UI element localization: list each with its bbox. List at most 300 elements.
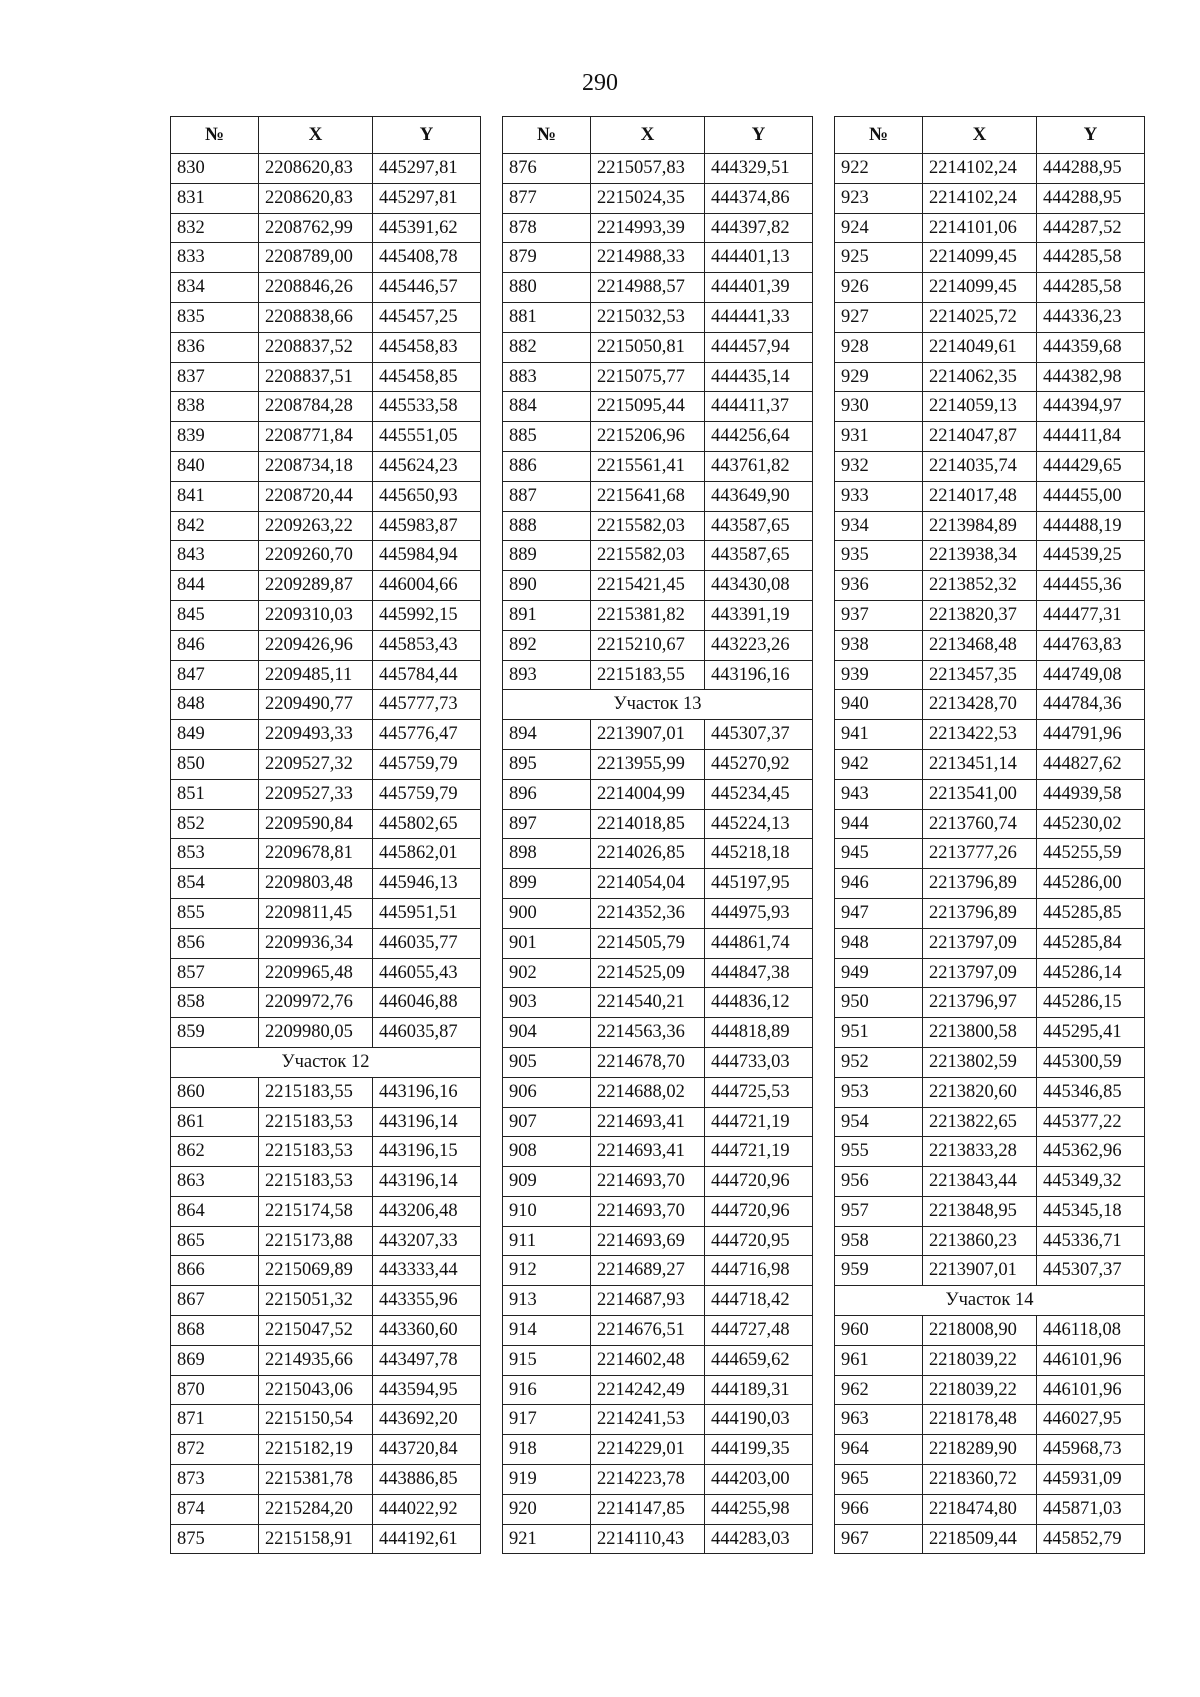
table-row [171,898,481,928]
y-coordinate-cell: 443594,95 [373,1375,481,1405]
table-row [171,422,481,452]
table-row [171,690,481,720]
y-coordinate-cell: 445286,14 [1037,958,1145,988]
point-number-cell: 916 [503,1375,591,1405]
x-coordinate-cell: 2215183,55 [591,660,705,690]
point-number-cell: 889 [503,541,591,571]
table-row [171,1196,481,1226]
y-coordinate-cell: 444329,51 [705,154,813,184]
point-number-cell: 853 [171,839,259,869]
x-coordinate-cell: 2215173,88 [259,1226,373,1256]
y-coordinate-cell: 444022,92 [373,1494,481,1524]
y-coordinate-cell: 444288,95 [1037,183,1145,213]
x-coordinate-cell: 2213777,26 [923,839,1037,869]
x-coordinate-cell: 2213938,34 [923,541,1037,571]
y-coordinate-cell: 445871,03 [1037,1494,1145,1524]
y-coordinate-cell: 444733,03 [705,1047,813,1077]
point-number-cell: 946 [835,869,923,899]
point-number-cell: 855 [171,898,259,928]
y-coordinate-cell: 444720,95 [705,1226,813,1256]
x-coordinate-cell: 2213860,23 [923,1226,1037,1256]
x-coordinate-cell: 2213796,89 [923,869,1037,899]
table-row [835,1226,1145,1256]
x-coordinate-cell: 2213822,65 [923,1107,1037,1137]
point-number-cell: 877 [503,183,591,213]
table-row [171,571,481,601]
y-coordinate-cell: 443360,60 [373,1316,481,1346]
point-number-cell: 895 [503,749,591,779]
table-row [171,451,481,481]
table-row [503,869,813,899]
y-coordinate-cell: 444394,97 [1037,392,1145,422]
x-coordinate-cell: 2209426,96 [259,630,373,660]
y-coordinate-cell: 443355,96 [373,1286,481,1316]
y-coordinate-cell: 445862,01 [373,839,481,869]
y-coordinate-cell: 443196,15 [373,1137,481,1167]
table-row [503,1167,813,1197]
y-coordinate-cell: 446004,66 [373,571,481,601]
point-number-cell: 905 [503,1047,591,1077]
x-coordinate-cell: 2213796,97 [923,988,1037,1018]
table-row [171,1137,481,1167]
x-coordinate-cell: 2214099,45 [923,243,1037,273]
y-coordinate-cell: 446027,95 [1037,1405,1145,1435]
table-row [503,749,813,779]
x-coordinate-cell: 2215561,41 [591,451,705,481]
x-coordinate-cell: 2215210,67 [591,630,705,660]
y-coordinate-cell: 445776,47 [373,720,481,750]
y-coordinate-cell: 444861,74 [705,928,813,958]
point-number-cell: 939 [835,660,923,690]
table-row [503,273,813,303]
x-coordinate-cell: 2214687,93 [591,1286,705,1316]
y-coordinate-cell: 443587,65 [705,511,813,541]
table-row [503,809,813,839]
y-coordinate-cell: 444727,48 [705,1316,813,1346]
point-number-cell: 860 [171,1077,259,1107]
table-row [835,809,1145,839]
point-number-cell: 859 [171,1018,259,1048]
table-row [171,1494,481,1524]
table-row [503,1047,813,1077]
point-number-cell: 914 [503,1316,591,1346]
point-number-cell: 952 [835,1047,923,1077]
y-coordinate-cell: 445349,32 [1037,1167,1145,1197]
y-coordinate-cell: 443207,33 [373,1226,481,1256]
x-coordinate-cell: 2215047,52 [259,1316,373,1346]
table-row [503,1345,813,1375]
y-coordinate-cell: 445224,13 [705,809,813,839]
y-coordinate-cell: 445946,13 [373,869,481,899]
x-coordinate-cell: 2215050,81 [591,332,705,362]
x-coordinate-cell: 2208762,99 [259,213,373,243]
point-number-cell: 908 [503,1137,591,1167]
point-number-cell: 867 [171,1286,259,1316]
point-number-cell: 885 [503,422,591,452]
table-row [835,1167,1145,1197]
table-row [835,1405,1145,1435]
y-coordinate-cell: 443196,14 [373,1167,481,1197]
table-row [171,1405,481,1435]
table-row [171,600,481,630]
x-coordinate-cell: 2208837,51 [259,362,373,392]
x-coordinate-cell: 2218039,22 [923,1375,1037,1405]
point-number-cell: 917 [503,1405,591,1435]
y-coordinate-cell: 444847,38 [705,958,813,988]
point-number-cell: 876 [503,154,591,184]
table-body [171,154,481,1554]
table-row [835,541,1145,571]
table-row [171,243,481,273]
point-number-cell: 886 [503,451,591,481]
x-coordinate-cell: 2209980,05 [259,1018,373,1048]
x-coordinate-cell: 2218289,90 [923,1435,1037,1465]
table-row [835,213,1145,243]
point-number-cell: 924 [835,213,923,243]
point-number-cell: 892 [503,630,591,660]
x-coordinate-cell: 2214688,02 [591,1077,705,1107]
x-coordinate-cell: 2213802,59 [923,1047,1037,1077]
table-row [835,1435,1145,1465]
x-coordinate-cell: 2215183,53 [259,1167,373,1197]
point-number-cell: 913 [503,1286,591,1316]
table-row [503,898,813,928]
table-row [171,958,481,988]
table-row [503,154,813,184]
table-row [171,1167,481,1197]
x-coordinate-cell: 2214352,36 [591,898,705,928]
y-coordinate-cell: 445983,87 [373,511,481,541]
table-row [835,749,1145,779]
x-coordinate-cell: 2208620,83 [259,154,373,184]
y-coordinate-cell: 445408,78 [373,243,481,273]
x-coordinate-cell: 2215183,53 [259,1107,373,1137]
table-row [835,690,1145,720]
point-number-cell: 847 [171,660,259,690]
point-number-cell: 856 [171,928,259,958]
point-number-cell: 888 [503,511,591,541]
table-row [503,1375,813,1405]
table-row [171,720,481,750]
x-coordinate-cell: 2209678,81 [259,839,373,869]
x-coordinate-cell: 2214229,01 [591,1435,705,1465]
x-coordinate-cell: 2213833,28 [923,1137,1037,1167]
y-coordinate-cell: 444716,98 [705,1256,813,1286]
y-coordinate-cell: 443720,84 [373,1435,481,1465]
table-row [503,1316,813,1346]
point-number-cell: 921 [503,1524,591,1554]
table-row [171,183,481,213]
y-coordinate-cell: 444539,25 [1037,541,1145,571]
y-coordinate-cell: 446101,96 [1037,1345,1145,1375]
x-coordinate-cell: 2218474,80 [923,1494,1037,1524]
table-row [835,1524,1145,1554]
table-row [835,1345,1145,1375]
point-number-cell: 834 [171,273,259,303]
point-number-cell: 883 [503,362,591,392]
y-coordinate-cell: 444401,13 [705,243,813,273]
y-coordinate-cell: 443391,19 [705,600,813,630]
x-coordinate-cell: 2218008,90 [923,1316,1037,1346]
y-coordinate-cell: 445285,84 [1037,928,1145,958]
x-coordinate-cell: 2213797,09 [923,958,1037,988]
point-number-cell: 949 [835,958,923,988]
table-row [835,422,1145,452]
point-number-cell: 933 [835,481,923,511]
x-coordinate-cell: 2208720,44 [259,481,373,511]
point-number-cell: 896 [503,779,591,809]
point-number-cell: 858 [171,988,259,1018]
point-number-cell: 903 [503,988,591,1018]
table-row [503,630,813,660]
point-number-cell: 910 [503,1196,591,1226]
y-coordinate-cell: 445286,00 [1037,869,1145,899]
point-number-cell: 874 [171,1494,259,1524]
y-coordinate-cell: 445984,94 [373,541,481,571]
table-row [503,422,813,452]
x-coordinate-cell: 2214693,41 [591,1137,705,1167]
point-number-cell: 940 [835,690,923,720]
x-coordinate-cell: 2214054,04 [591,869,705,899]
y-coordinate-cell: 445307,37 [705,720,813,750]
point-number-cell: 904 [503,1018,591,1048]
y-coordinate-cell: 444818,89 [705,1018,813,1048]
y-coordinate-cell: 443196,16 [705,660,813,690]
y-coordinate-cell: 445624,23 [373,451,481,481]
y-coordinate-cell: 444441,33 [705,302,813,332]
point-number-cell: 902 [503,958,591,988]
y-coordinate-cell: 445852,79 [1037,1524,1145,1554]
x-coordinate-cell: 2215075,77 [591,362,705,392]
point-number-cell: 887 [503,481,591,511]
x-coordinate-cell: 2213797,09 [923,928,1037,958]
table-row [835,1018,1145,1048]
point-number-cell: 942 [835,749,923,779]
point-number-cell: 931 [835,422,923,452]
y-coordinate-cell: 444836,12 [705,988,813,1018]
x-coordinate-cell: 2214563,36 [591,1018,705,1048]
point-number-cell: 911 [503,1226,591,1256]
point-number-cell: 843 [171,541,259,571]
table-row [503,958,813,988]
x-coordinate-cell: 2218360,72 [923,1465,1037,1495]
y-coordinate-cell: 445802,65 [373,809,481,839]
y-coordinate-cell: 445458,83 [373,332,481,362]
y-coordinate-cell: 444255,98 [705,1494,813,1524]
table-row [835,1196,1145,1226]
point-number-cell: 922 [835,154,923,184]
x-coordinate-cell: 2215095,44 [591,392,705,422]
table-row [503,1524,813,1554]
x-coordinate-cell: 2214993,39 [591,213,705,243]
point-number-cell: 938 [835,630,923,660]
point-number-cell: 846 [171,630,259,660]
x-coordinate-cell: 2214678,70 [591,1047,705,1077]
y-coordinate-cell: 444457,94 [705,332,813,362]
table-row [835,392,1145,422]
y-coordinate-cell: 444203,00 [705,1465,813,1495]
x-coordinate-cell: 2215182,19 [259,1435,373,1465]
y-coordinate-cell: 445377,22 [1037,1107,1145,1137]
point-number-cell: 831 [171,183,259,213]
x-coordinate-cell: 2213955,99 [591,749,705,779]
table-row [171,362,481,392]
point-number-cell: 897 [503,809,591,839]
point-number-cell: 906 [503,1077,591,1107]
x-coordinate-cell: 2208789,00 [259,243,373,273]
table-row [503,511,813,541]
point-number-cell: 844 [171,571,259,601]
table-row [835,1137,1145,1167]
point-number-cell: 837 [171,362,259,392]
table-row [835,243,1145,273]
point-number-cell: 848 [171,690,259,720]
x-coordinate-cell: 2209527,32 [259,749,373,779]
point-number-cell: 835 [171,302,259,332]
point-number-cell: 899 [503,869,591,899]
table-row [503,839,813,869]
x-coordinate-cell: 2215183,55 [259,1077,373,1107]
x-coordinate-cell: 2218039,22 [923,1345,1037,1375]
table-row [503,362,813,392]
x-coordinate-cell: 2214018,85 [591,809,705,839]
x-coordinate-cell: 2214540,21 [591,988,705,1018]
table-row [835,332,1145,362]
x-coordinate-cell: 2214110,43 [591,1524,705,1554]
x-coordinate-cell: 2214693,70 [591,1196,705,1226]
y-coordinate-cell: 444256,64 [705,422,813,452]
point-number-cell: 937 [835,600,923,630]
x-coordinate-cell: 2208846,26 [259,273,373,303]
y-coordinate-cell: 444190,03 [705,1405,813,1435]
x-coordinate-cell: 2213907,01 [923,1256,1037,1286]
table-row [171,541,481,571]
x-coordinate-cell: 2215051,32 [259,1286,373,1316]
y-coordinate-cell: 444359,68 [1037,332,1145,362]
y-coordinate-cell: 445297,81 [373,183,481,213]
table-row [171,749,481,779]
y-coordinate-cell: 444721,19 [705,1107,813,1137]
x-coordinate-cell: 2214693,69 [591,1226,705,1256]
x-coordinate-cell: 2214099,45 [923,273,1037,303]
table-row [503,600,813,630]
y-coordinate-cell: 444397,82 [705,213,813,243]
table-row [503,1435,813,1465]
point-number-cell: 857 [171,958,259,988]
header-x: X [591,117,705,154]
point-number-cell: 866 [171,1256,259,1286]
point-number-cell: 967 [835,1524,923,1554]
table-row [503,660,813,690]
x-coordinate-cell: 2215024,35 [591,183,705,213]
header-number: № [835,117,923,154]
table-row [171,869,481,899]
point-number-cell: 882 [503,332,591,362]
x-coordinate-cell: 2209485,11 [259,660,373,690]
y-coordinate-cell: 446118,08 [1037,1316,1145,1346]
point-number-cell: 935 [835,541,923,571]
point-number-cell: 936 [835,571,923,601]
point-number-cell: 957 [835,1196,923,1226]
table-row [835,183,1145,213]
x-coordinate-cell: 2215582,03 [591,511,705,541]
x-coordinate-cell: 2213800,58 [923,1018,1037,1048]
table-row [835,154,1145,184]
table-row [503,1196,813,1226]
x-coordinate-cell: 2214025,72 [923,302,1037,332]
y-coordinate-cell: 443886,85 [373,1465,481,1495]
point-number-cell: 833 [171,243,259,273]
y-coordinate-cell: 445285,85 [1037,898,1145,928]
table-row [171,1316,481,1346]
point-number-cell: 947 [835,898,923,928]
table-row [503,1256,813,1286]
x-coordinate-cell: 2213468,48 [923,630,1037,660]
table-row [503,1226,813,1256]
section-row [835,1286,1145,1316]
table-row [503,1137,813,1167]
point-number-cell: 909 [503,1167,591,1197]
point-number-cell: 963 [835,1405,923,1435]
y-coordinate-cell: 445759,79 [373,749,481,779]
x-coordinate-cell: 2209936,34 [259,928,373,958]
table-row [171,273,481,303]
y-coordinate-cell: 445218,18 [705,839,813,869]
y-coordinate-cell: 443196,16 [373,1077,481,1107]
point-number-cell: 871 [171,1405,259,1435]
x-coordinate-cell: 2215174,58 [259,1196,373,1226]
x-coordinate-cell: 2213907,01 [591,720,705,750]
y-coordinate-cell: 444827,62 [1037,749,1145,779]
x-coordinate-cell: 2214935,66 [259,1345,373,1375]
x-coordinate-cell: 2214017,48 [923,481,1037,511]
y-coordinate-cell: 444725,53 [705,1077,813,1107]
x-coordinate-cell: 2208837,52 [259,332,373,362]
y-coordinate-cell: 444401,39 [705,273,813,303]
header-number: № [171,117,259,154]
x-coordinate-cell: 2214102,24 [923,154,1037,184]
y-coordinate-cell: 444429,65 [1037,451,1145,481]
x-coordinate-cell: 2218509,44 [923,1524,1037,1554]
point-number-cell: 955 [835,1137,923,1167]
point-number-cell: 962 [835,1375,923,1405]
x-coordinate-cell: 2215381,78 [259,1465,373,1495]
x-coordinate-cell: 2215069,89 [259,1256,373,1286]
table-row [835,511,1145,541]
x-coordinate-cell: 2214505,79 [591,928,705,958]
y-coordinate-cell: 445777,73 [373,690,481,720]
point-number-cell: 868 [171,1316,259,1346]
header-number: № [503,117,591,154]
x-coordinate-cell: 2208620,83 [259,183,373,213]
table-row [503,243,813,273]
table-row [171,1018,481,1048]
y-coordinate-cell: 444189,31 [705,1375,813,1405]
point-number-cell: 943 [835,779,923,809]
table-row [171,1286,481,1316]
y-coordinate-cell: 444192,61 [373,1524,481,1554]
table-row [171,511,481,541]
x-coordinate-cell: 2209972,76 [259,988,373,1018]
point-number-cell: 925 [835,243,923,273]
y-coordinate-cell: 445230,02 [1037,809,1145,839]
point-number-cell: 894 [503,720,591,750]
y-coordinate-cell: 446035,87 [373,1018,481,1048]
y-coordinate-cell: 445951,51 [373,898,481,928]
x-coordinate-cell: 2209493,33 [259,720,373,750]
table-row [171,332,481,362]
y-coordinate-cell: 445759,79 [373,779,481,809]
